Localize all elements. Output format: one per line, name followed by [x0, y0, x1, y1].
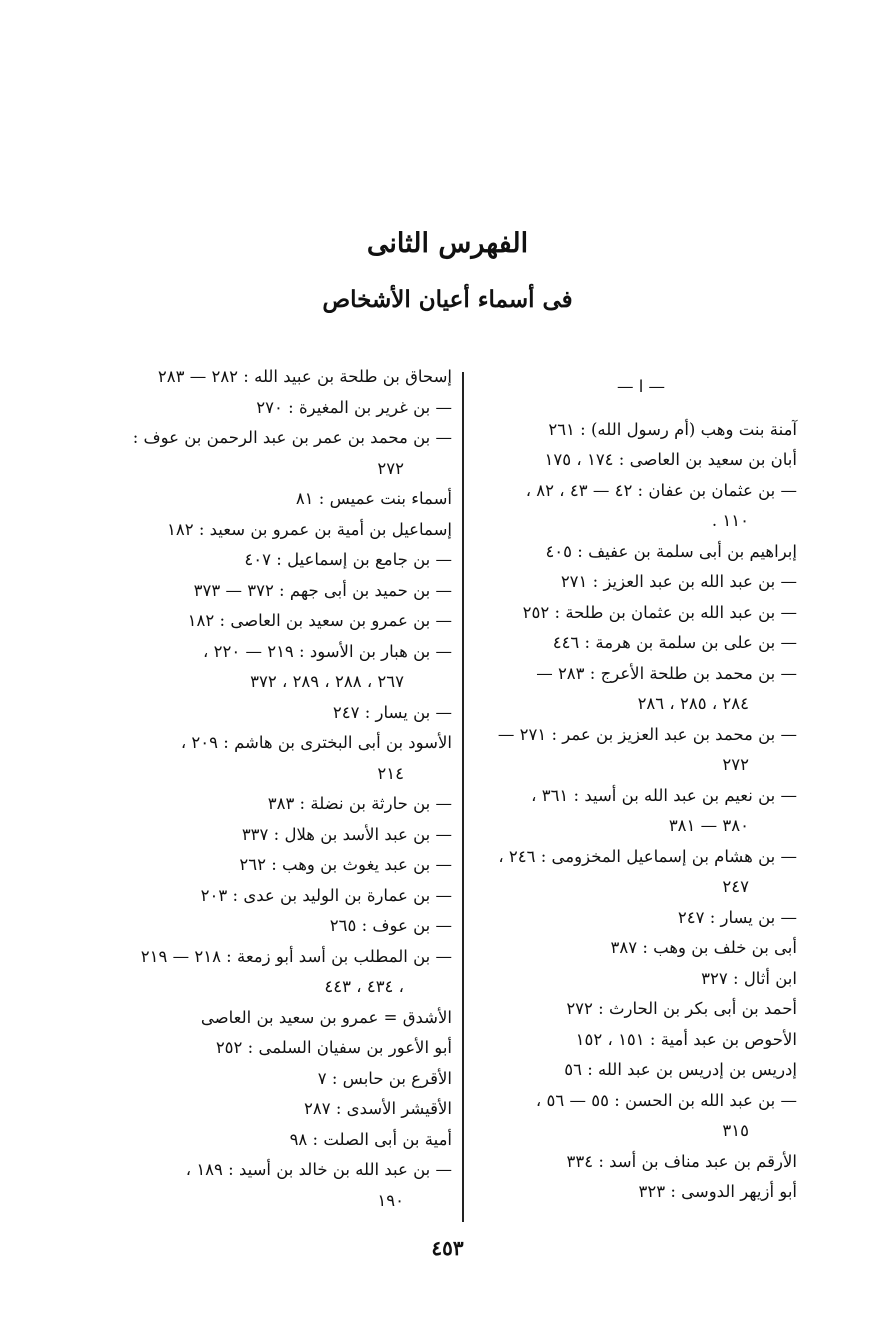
index-entry-continuation: ٢٨٤ ، ٢٨٥ ، ٢٨٦	[637, 694, 749, 713]
index-entry-continuation: ١١٠ .	[711, 511, 749, 530]
index-entry: — بن محمد بن طلحة الأعرج : ٢٨٣ —	[536, 663, 797, 683]
index-entry: — بن محمد بن عمر بن عبد الرحمن بن عوف :	[132, 428, 452, 447]
index-column-left	[122, 362, 452, 1216]
index-entry-continuation: ٢٦٧ ، ٢٨٨ ، ٢٨٩ ، ٣٧٢	[250, 672, 404, 691]
index-entry: الأحوص بن عبد أمية : ١٥١ ، ١٥٢	[575, 1029, 797, 1049]
index-entry-continuation: ٢٧٢	[377, 458, 404, 478]
index-entry: الأقرع بن حابس : ٧	[317, 1068, 452, 1088]
index-entry: — بن عبد الله بن عبد العزيز : ٢٧١	[560, 572, 797, 591]
page-number: ٤٥٣	[431, 1236, 464, 1260]
column-divider	[462, 372, 464, 1222]
index-entry: أبان بن سعيد بن العاصى : ١٧٤ ، ١٧٥	[544, 450, 797, 469]
index-entry: — بن عبد يغوث بن وهب : ٢٦٢	[239, 855, 452, 874]
letter-heading: — ا —	[616, 377, 666, 396]
index-entry: — بن عمرو بن سعيد بن العاصى : ١٨٢	[187, 611, 452, 630]
index-entry-continuation: ١٩٠	[377, 1190, 404, 1210]
index-column-right	[485, 362, 797, 1208]
page-title: الفهرس الثانى	[366, 228, 529, 259]
index-entry: — بن عثمان بن عفان : ٤٢ — ٤٣ ، ٨٢ ،	[525, 480, 797, 500]
index-entry: — بن جامع بن إسماعيل : ٤٠٧	[244, 550, 452, 569]
index-entry: — بن هبار بن الأسود : ٢١٩ — ٢٢٠ ،	[203, 641, 452, 661]
index-entry: — بن يسار : ٢٤٧	[332, 702, 452, 722]
index-entry: ابن أثال : ٣٢٧	[701, 968, 797, 988]
index-entry: — بن عوف : ٢٦٥	[329, 916, 452, 935]
index-entry-continuation: ٢٧٢	[722, 755, 749, 774]
page-subtitle: فى أسماء أعيان الأشخاص	[322, 286, 573, 313]
index-entry-continuation: ٢١٤	[377, 763, 404, 783]
index-entry: — بن حميد بن أبى جهم : ٣٧٢ — ٣٧٣	[193, 580, 452, 600]
index-entry: — بن هشام بن إسماعيل المخزومى : ٢٤٦ ،	[498, 846, 797, 866]
index-entry: الأسود بن أبى البخترى بن هاشم : ٢٠٩ ،	[180, 733, 452, 752]
index-entry-continuation: ٣١٥	[722, 1121, 749, 1140]
index-entry: — بن يسار : ٢٤٧	[677, 907, 797, 927]
index-entry: — بن غرير بن المغيرة : ٢٧٠	[256, 397, 452, 417]
index-entry: — بن عبد الله بن عثمان بن طلحة : ٢٥٢	[522, 602, 797, 622]
index-entry: أحمد بن أبى بكر بن الحارث : ٢٧٢	[566, 999, 797, 1018]
index-entry: إدريس بن إدريس بن عبد الله : ٥٦	[564, 1060, 797, 1079]
index-entry: الأرقم بن عبد مناف بن أسد : ٣٣٤	[566, 1151, 797, 1171]
index-entry-continuation: ، ٤٣٤ ، ٤٤٣	[324, 977, 404, 996]
index-entry: — بن نعيم بن عبد الله بن أسيد : ٣٦١ ،	[531, 785, 797, 805]
index-entry: أسماء بنت عميس : ٨١	[295, 489, 452, 508]
index-entry: إبراهيم بن أبى سلمة بن عفيف : ٤٠٥	[545, 541, 797, 561]
index-entry: — بن عبد الله بن خالد بن أسيد : ١٨٩ ،	[185, 1160, 452, 1179]
index-entry: — بن عبد الله بن الحسن : ٥٥ — ٥٦ ،	[535, 1090, 797, 1110]
index-entry: — بن محمد بن عبد العزيز بن عمر : ٢٧١ —	[497, 724, 797, 744]
index-entry: أبو أزيهر الدوسى : ٣٢٣	[638, 1182, 797, 1201]
index-entry: إسحاق بن طلحة بن عبيد الله : ٢٨٢ — ٢٨٣	[157, 367, 452, 386]
index-entry: — بن حارثة بن نضلة : ٣٨٣	[267, 794, 452, 813]
index-entry: أمية بن أبى الصلت : ٩٨	[289, 1129, 452, 1149]
index-entry: — بن المطلب بن أسد أبو زمعة : ٢١٨ — ٢١٩	[140, 946, 452, 966]
index-entry: — بن عبد الأسد بن هلال : ٣٣٧	[241, 824, 452, 844]
index-entry-continuation: ٢٤٧	[722, 877, 749, 896]
index-entry: الأقيشر الأسدى : ٢٨٧	[304, 1099, 452, 1118]
index-entry: — بن على بن سلمة بن هرمة : ٤٤٦	[552, 633, 797, 652]
index-entry: أبو الأعور بن سفيان السلمى : ٢٥٢	[215, 1038, 452, 1057]
index-entry: أبى بن خلف بن وهب : ٣٨٧	[610, 938, 797, 957]
index-entry-continuation: ٣٨٠ — ٣٨١	[668, 816, 749, 835]
index-entry: الأشدق = عمرو بن سعيد بن العاصى	[200, 1007, 452, 1027]
index-entry: — بن عمارة بن الوليد بن عدى : ٢٠٣	[200, 885, 452, 905]
index-entry: آمنة بنت وهب (أم رسول الله) : ٢٦١	[548, 419, 797, 439]
index-entry: إسماعيل بن أمية بن عمرو بن سعيد : ١٨٢	[167, 519, 452, 539]
